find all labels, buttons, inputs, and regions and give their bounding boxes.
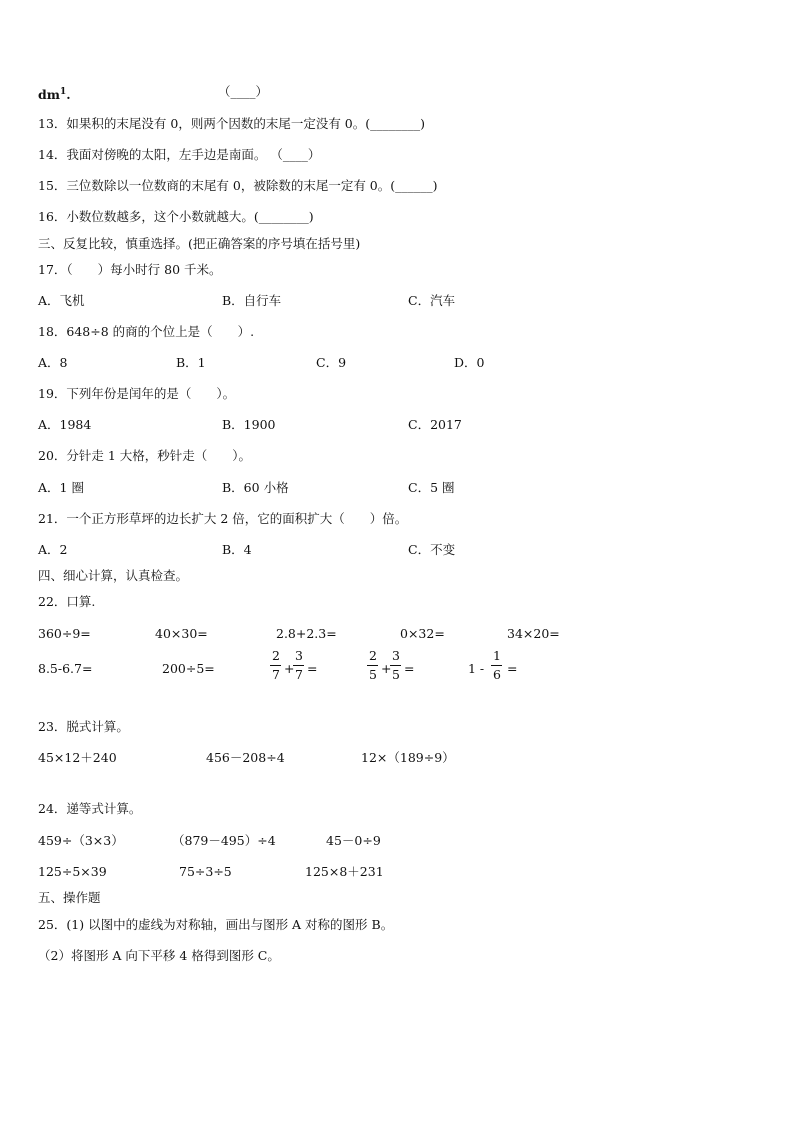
option-17-a[interactable]: A．飞机 [38,293,85,308]
step-equation-1: 459÷（3×3） [38,833,124,848]
option-20-a[interactable]: A．1 圈 [38,480,84,495]
question-24: 24．递等式计算。 [38,801,142,816]
option-21-c[interactable]: C．不变 [408,542,456,557]
question-20: 20．分针走 1 大格，秒针走（ ）。 [38,448,252,463]
question-14: 14．我面对傍晚的太阳，左手边是南面。 （____） [38,147,321,162]
equals-sign: = [307,661,318,676]
option-18-c[interactable]: C．9 [316,355,347,370]
section-3-title: 三、反复比较，慎重选择。(把正确答案的序号填在括号里) [38,236,361,251]
question-25-part-2: （2）将图形 A 向下平移 4 格得到图形 C。 [38,948,280,963]
question-18: 18．648÷8 的商的个位上是（ ）. [38,324,255,339]
section-4-title: 四、细心计算，认真检查。 [38,568,189,583]
question-25-part-1: 25．(1) 以图中的虚线为对称轴，画出与图形 A 对称的图形 B。 [38,917,394,932]
option-19-c[interactable]: C．2017 [408,417,462,432]
step-calc-2: 456－208÷4 [206,750,285,765]
answer-blank[interactable]: （____） [218,84,269,99]
step-equation-2: （879－495）÷4 [172,833,276,848]
oral-calc-7: 200÷5= [162,661,215,676]
oral-calc-3: 2.8+2.3= [276,626,337,641]
question-16: 16．小数位数越多，这个小数就越大。(________) [38,209,314,224]
minuend: 1 - [468,661,485,676]
option-19-a[interactable]: A．1984 [38,417,92,432]
option-20-b[interactable]: B．60 小格 [222,480,289,495]
plus-sign: + [381,661,392,676]
step-equation-3: 45－0÷9 [326,833,381,848]
step-calc-3: 12×（189÷9） [361,750,455,765]
fraction-3-7: 3 7 [295,648,303,682]
fraction-3-5: 3 5 [392,648,400,682]
question-22: 22．口算. [38,594,96,609]
plus-sign: + [284,661,295,676]
option-17-c[interactable]: C．汽车 [408,293,456,308]
question-19: 19．下列年份是闰年的是（ ）。 [38,386,236,401]
fraction-2-7: 2 7 [272,648,280,682]
step-equation-4: 125÷5×39 [38,864,107,879]
question-17: 17．（ ）每小时行 80 千米。 [38,262,222,277]
oral-calc-2: 40×30= [155,626,208,641]
equals-sign: = [507,661,518,676]
option-21-b[interactable]: B．4 [222,542,252,557]
oral-calc-6: 8.5-6.7= [38,661,93,676]
step-equation-6: 125×8＋231 [305,864,384,879]
step-equation-5: 75÷3÷5 [179,864,232,879]
option-18-a[interactable]: A．8 [38,355,68,370]
fraction-2-5: 2 5 [369,648,377,682]
question-21: 21．一个正方形草坪的边长扩大 2 倍，它的面积扩大（ ）倍。 [38,511,408,526]
unit-exponent: 1 [59,87,67,97]
oral-calc-1: 360÷9= [38,626,91,641]
fraction-1-6: 1 6 [493,648,501,682]
question-15: 15．三位数除以一位数商的末尾有 0，被除数的末尾一定有 0。(______) [38,178,438,193]
step-calc-1: 45×12＋240 [38,750,117,765]
option-19-b[interactable]: B．1900 [222,417,276,432]
unit-fragment: $dm^1$. [38,87,71,103]
oral-calc-4: 0×32= [400,626,445,641]
question-13: 13．如果积的末尾没有 0，则两个因数的末尾一定没有 0。(________) [38,116,426,131]
option-20-c[interactable]: C．5 圈 [408,480,455,495]
option-21-a[interactable]: A．2 [38,542,68,557]
equals-sign: = [404,661,415,676]
option-18-b[interactable]: B．1 [176,355,206,370]
option-17-b[interactable]: B．自行车 [222,293,282,308]
section-5-title: 五、操作题 [38,890,101,905]
oral-calc-5: 34×20= [507,626,560,641]
question-23: 23．脱式计算。 [38,719,129,734]
option-18-d[interactable]: D．0 [454,355,485,370]
